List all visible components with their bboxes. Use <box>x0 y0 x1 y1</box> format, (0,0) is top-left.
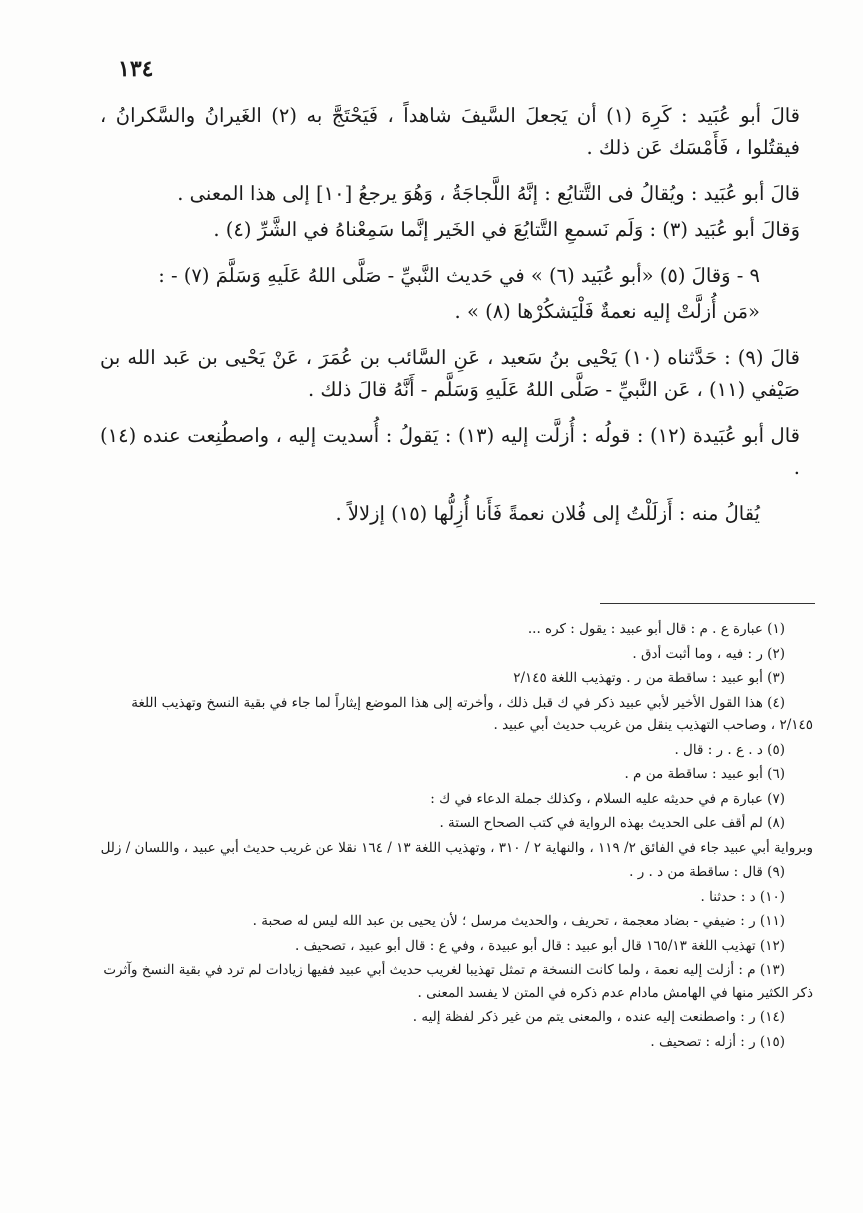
main-text <box>100 100 800 544</box>
paragraph-karaha: قالَ أبو عُبَيد : كَرِهَ (١) أن يَجعلَ السَّيفَ شاهداً ، فَيَحْتَجَّ به (٢) الغَيرانُ والسَّكرانُ ، فيقتُلوا ، فَأَمْسَك عَن ذلك . <box>100 104 800 159</box>
footnote-12: (١٢) تهذيب اللغة ١٦٥/١٣ قال أبو عبيد : قال أبو عبيدة ، وفي ع : قال أبو عبيد ، تصحيف . <box>295 937 785 954</box>
footnote-2: (٢) ر : فيه ، وما أثبت أدق . <box>632 645 785 662</box>
footnote-9: (٩) قال : ساقطة من د . ر . <box>629 864 785 880</box>
footnote-10: (١٠) د : حدثنا . <box>700 888 785 905</box>
paragraph-explanation: قال أبو عُبَيدة (١٢) : قولُه : أُزلَّت إليه (١٣) : يَقولُ : أُسديت إليه ، واصطُنِعت عنده (١٤) . <box>100 424 800 479</box>
paragraph-hadith-text: «مَن أُزلَّتْ إليه نعمةٌ فَلْيَشكُرْها (٨) » . <box>454 300 760 323</box>
footnote-1: (١) عبارة ع . م : قال أبو عبيد : يقول : كره ... <box>527 621 785 637</box>
footnote-15: (١٥) ر : أزله : تصحيف . <box>650 1033 785 1050</box>
footnote-divider <box>600 603 815 604</box>
footnote-4: (٤) هذا القول الأخير لأبي عبيد ذكر في ك قبل ذلك ، وأخرته إلى هذا الموضع إيثاراً لما جاء في بقية النسخ وتهذيب اللغة ٢/١٤٥ ، وصاحب التهذيب ينقل من غريب حديث أبي عبيد . <box>131 694 813 733</box>
paragraph-isnad: قالَ (٩) : حَدَّثناه (١٠) يَحْيى بنُ سَعيد ، عَنِ السَّائب بن عُمَرَ ، عَنْ يَحْيى بن عَبد الله بن صَيْفي (١١) ، عَن النَّبيِّ - صَلَّى اللهُ عَلَيهِ وَسَلَّم - أَنَّهُ قالَ ذلك . <box>100 346 800 401</box>
paragraph-lam-nasma: وَقالَ أبو عُبَيد (٣) : وَلَم نَسمعِ التَّتايُعَ في الخَير إنَّما سَمِعْناهُ في الشَّرِّ (٤) . <box>213 218 800 241</box>
paragraph-usage: يُقالُ منه : أَزلَلْتُ إلى فُلان نعمةً فَأَنا أُزِلُّها (١٥) إزلالاً . <box>335 502 760 525</box>
footnotes <box>98 618 813 1055</box>
page-number: ١٣٤ <box>118 56 154 82</box>
footnote-8-continuation: وبرواية أبي عبيد جاء في الفائق ٢/ ١١٩ ، والنهاية ٢ / ٣١٠ ، وتهذيب اللغة ١٣ / ١٦٤ نقلا عن غريب حديث أبي عبيد ، واللسان / زلل <box>100 839 813 856</box>
paragraph-tatayu: قالَ أبو عُبَيد : ويُقالُ فى التَّتايُع : إنَّهُ اللَّجاجَةُ ، وَهُوَ يرجعُ [١٠] إلى هذا المعنى . <box>177 182 800 205</box>
footnote-11: (١١) ر : ضيفي - بضاد معجمة ، تحريف ، والحديث مرسل ؛ لأن يحيى بن عبد الله ليس له صحبة . <box>252 913 785 929</box>
footnote-6: (٦) أبو عبيد : ساقطة من م . <box>624 766 785 782</box>
paragraph-hadith-9: ٩ - وَقالَ (٥) «أبو عُبَيد (٦) » في حَديث النَّبيِّ - صَلَّى اللهُ عَلَيهِ وَسَلَّمَ (٧) - : <box>158 264 760 287</box>
footnote-7: (٧) عبارة م في حديثه عليه السلام ، وكذلك جملة الدعاء في ك : <box>430 790 785 807</box>
footnote-13: (١٣) م : أزلت إليه نعمة ، ولما كانت النسخة م تمثل تهذيبا لغريب حديث أبي عبيد ففيها زيادات لم ترد في بقية النسخ وآثرت ذكر الكثير منها في الهامش مادام عدم ذكره في المتن لا يفسد المعنى . <box>103 962 813 1001</box>
footnote-3: (٣) أبو عبيد : ساقطة من ر . وتهذيب اللغة ٢/١٤٥ <box>513 670 785 686</box>
footnote-8: (٨) لم أقف على الحديث بهذه الرواية في كتب الصحاح الستة . <box>439 815 785 831</box>
footnote-14: (١٤) ر : واصطنعت إليه عنده ، والمعنى يتم من غير ذكر لفظة إليه . <box>412 1009 785 1025</box>
footnote-5: (٥) د . ع . ر : قال . <box>674 741 785 758</box>
